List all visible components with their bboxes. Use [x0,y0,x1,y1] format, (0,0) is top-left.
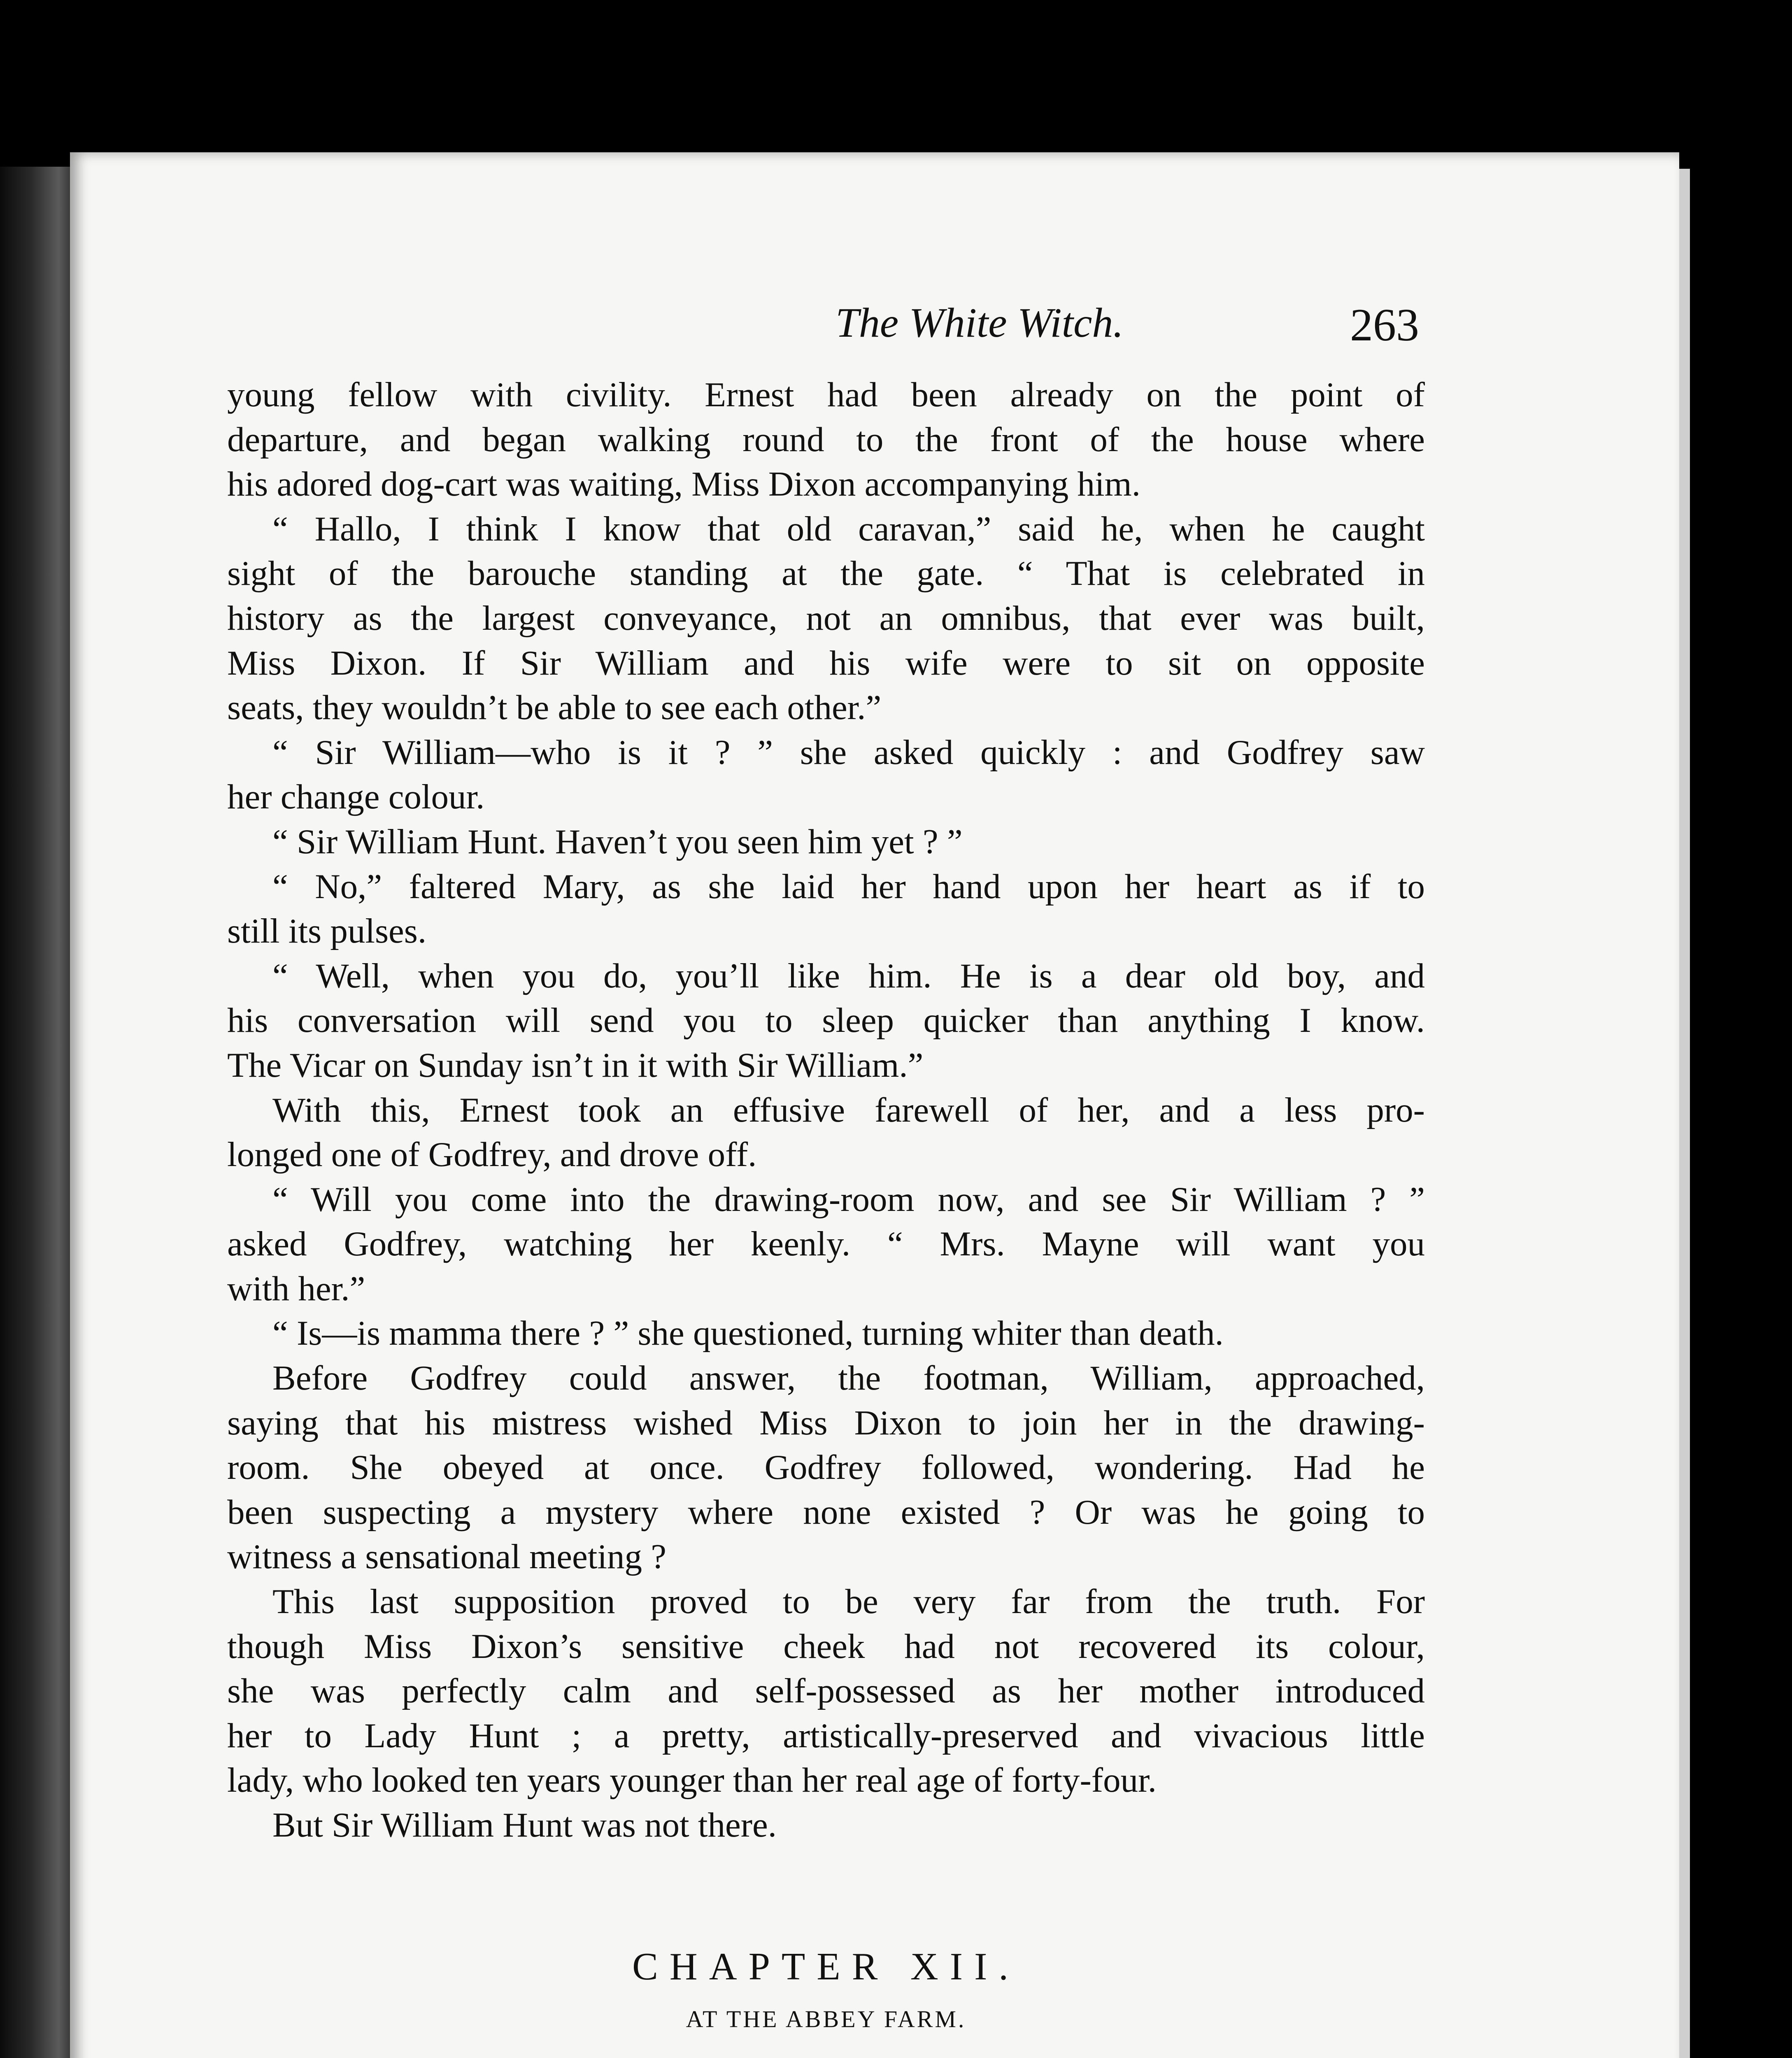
text-line: his adored dog-cart was waiting, Miss Dixon accompanying him. [227,465,1141,504]
paragraph [227,372,1425,507]
paragraph [227,2057,1425,2058]
paragraph [227,730,1425,819]
text-line: longed one of Godfrey, and drove off. [227,1135,757,1174]
text-line: room. She obeyed at once. Godfrey followed, wondering. Had he [227,1448,1425,1487]
paragraph [227,1803,1425,1848]
text-line: “ Well, when you do, you’ll like him. He is a dear old boy, and [272,956,1425,995]
paragraph [227,1579,1425,1803]
paragraph [227,954,1425,1088]
chapter-heading: CHAPTER XII. [632,1945,1020,1988]
paragraph [227,1177,1425,1311]
text-line: asked Godfrey, watching her keenly. “ Mrs. Mayne will want you [227,1225,1425,1264]
text-line: history as the largest conveyance, not an omnibus, that ever was built, [227,598,1425,638]
text-line: her change colour. [227,778,485,817]
text-line: still its pulses. [227,912,427,951]
text-line: young fellow with civility. Ernest had been already on the point of [227,375,1425,414]
paragraph [227,1356,1425,1579]
text-line: The Vicar on Sunday isn’t in it with Sir William.” [227,1045,924,1085]
text-line: “ Is—is mamma there ? ” she questioned, turning whiter than death. [272,1314,1224,1353]
text-before-chapter [227,372,1425,1848]
text-line [227,2057,1425,2058]
text-line: though Miss Dixon’s sensitive cheek had not recovered its colour, [227,1627,1425,1666]
text-line: saying that his mistress wished Miss Dixon to join her in the drawing- [227,1403,1425,1442]
subtitle-gap [227,2042,1425,2057]
text-line: her to Lady Hunt ; a pretty, artistically-preserved and vivacious little [227,1716,1425,1755]
text-line: sight of the barouche standing at the gate. “ That is celebrated in [227,554,1425,593]
paragraph [227,1088,1425,1177]
page-number: 263 [1350,300,1419,351]
text-line: been suspecting a mystery where none existed ? Or was he going to [227,1492,1425,1532]
text-line: “ Will you come into the drawing-room now, and see Sir William ? ” [272,1180,1425,1219]
text-line: Before Godfrey could answer, the footman, William, approached, [272,1359,1425,1398]
running-title: The White Witch. [835,300,1124,346]
text-line: lady, who looked ten years younger than her real age of forty-four. [227,1761,1157,1800]
text-line: “ No,” faltered Mary, as she laid her hand upon her heart as if to [272,867,1425,906]
text-line: his conversation will send you to sleep quicker than anything I know. [227,1001,1425,1040]
text-line: witness a sensational meeting ? [227,1537,666,1576]
text-line: she was perfectly calm and self-possessed as her mother introduced [227,1672,1425,1711]
facing-page-edge [0,167,78,2058]
text-line: departure, and began walking round to the front of the house where [227,420,1425,459]
text-line: seats, they wouldn’t be able to see each other.” [227,688,882,727]
paragraph [227,819,1425,864]
text-line: “ Sir William—who is it ? ” she asked quickly : and Godfrey saw [272,733,1425,772]
paragraph [227,864,1425,954]
page-edge [1679,169,1690,2058]
text-line: “ Hallo, I think I know that old caravan,” said he, when he caught [272,509,1425,548]
text-after-chapter [227,2057,1425,2058]
text-line: Miss Dixon. If Sir William and his wife were to sit on opposite [227,643,1425,682]
text-line: This last supposition proved to be very far from the truth. For [272,1582,1425,1621]
chapter-subtitle: AT THE ABBEY FARM. [686,2005,966,2032]
text-line: But Sir William Hunt was not there. [272,1806,777,1844]
text-line: “ Sir William Hunt. Haven’t you seen him yet ? ” [272,822,963,861]
paragraph [227,507,1425,730]
text-line: with her.” [227,1269,365,1308]
text-line: With this, Ernest took an effusive farewell of her, and a less pro- [272,1090,1425,1129]
page-body [227,372,1425,2058]
section-gap [227,1848,1425,1937]
paragraph [227,1311,1425,1356]
